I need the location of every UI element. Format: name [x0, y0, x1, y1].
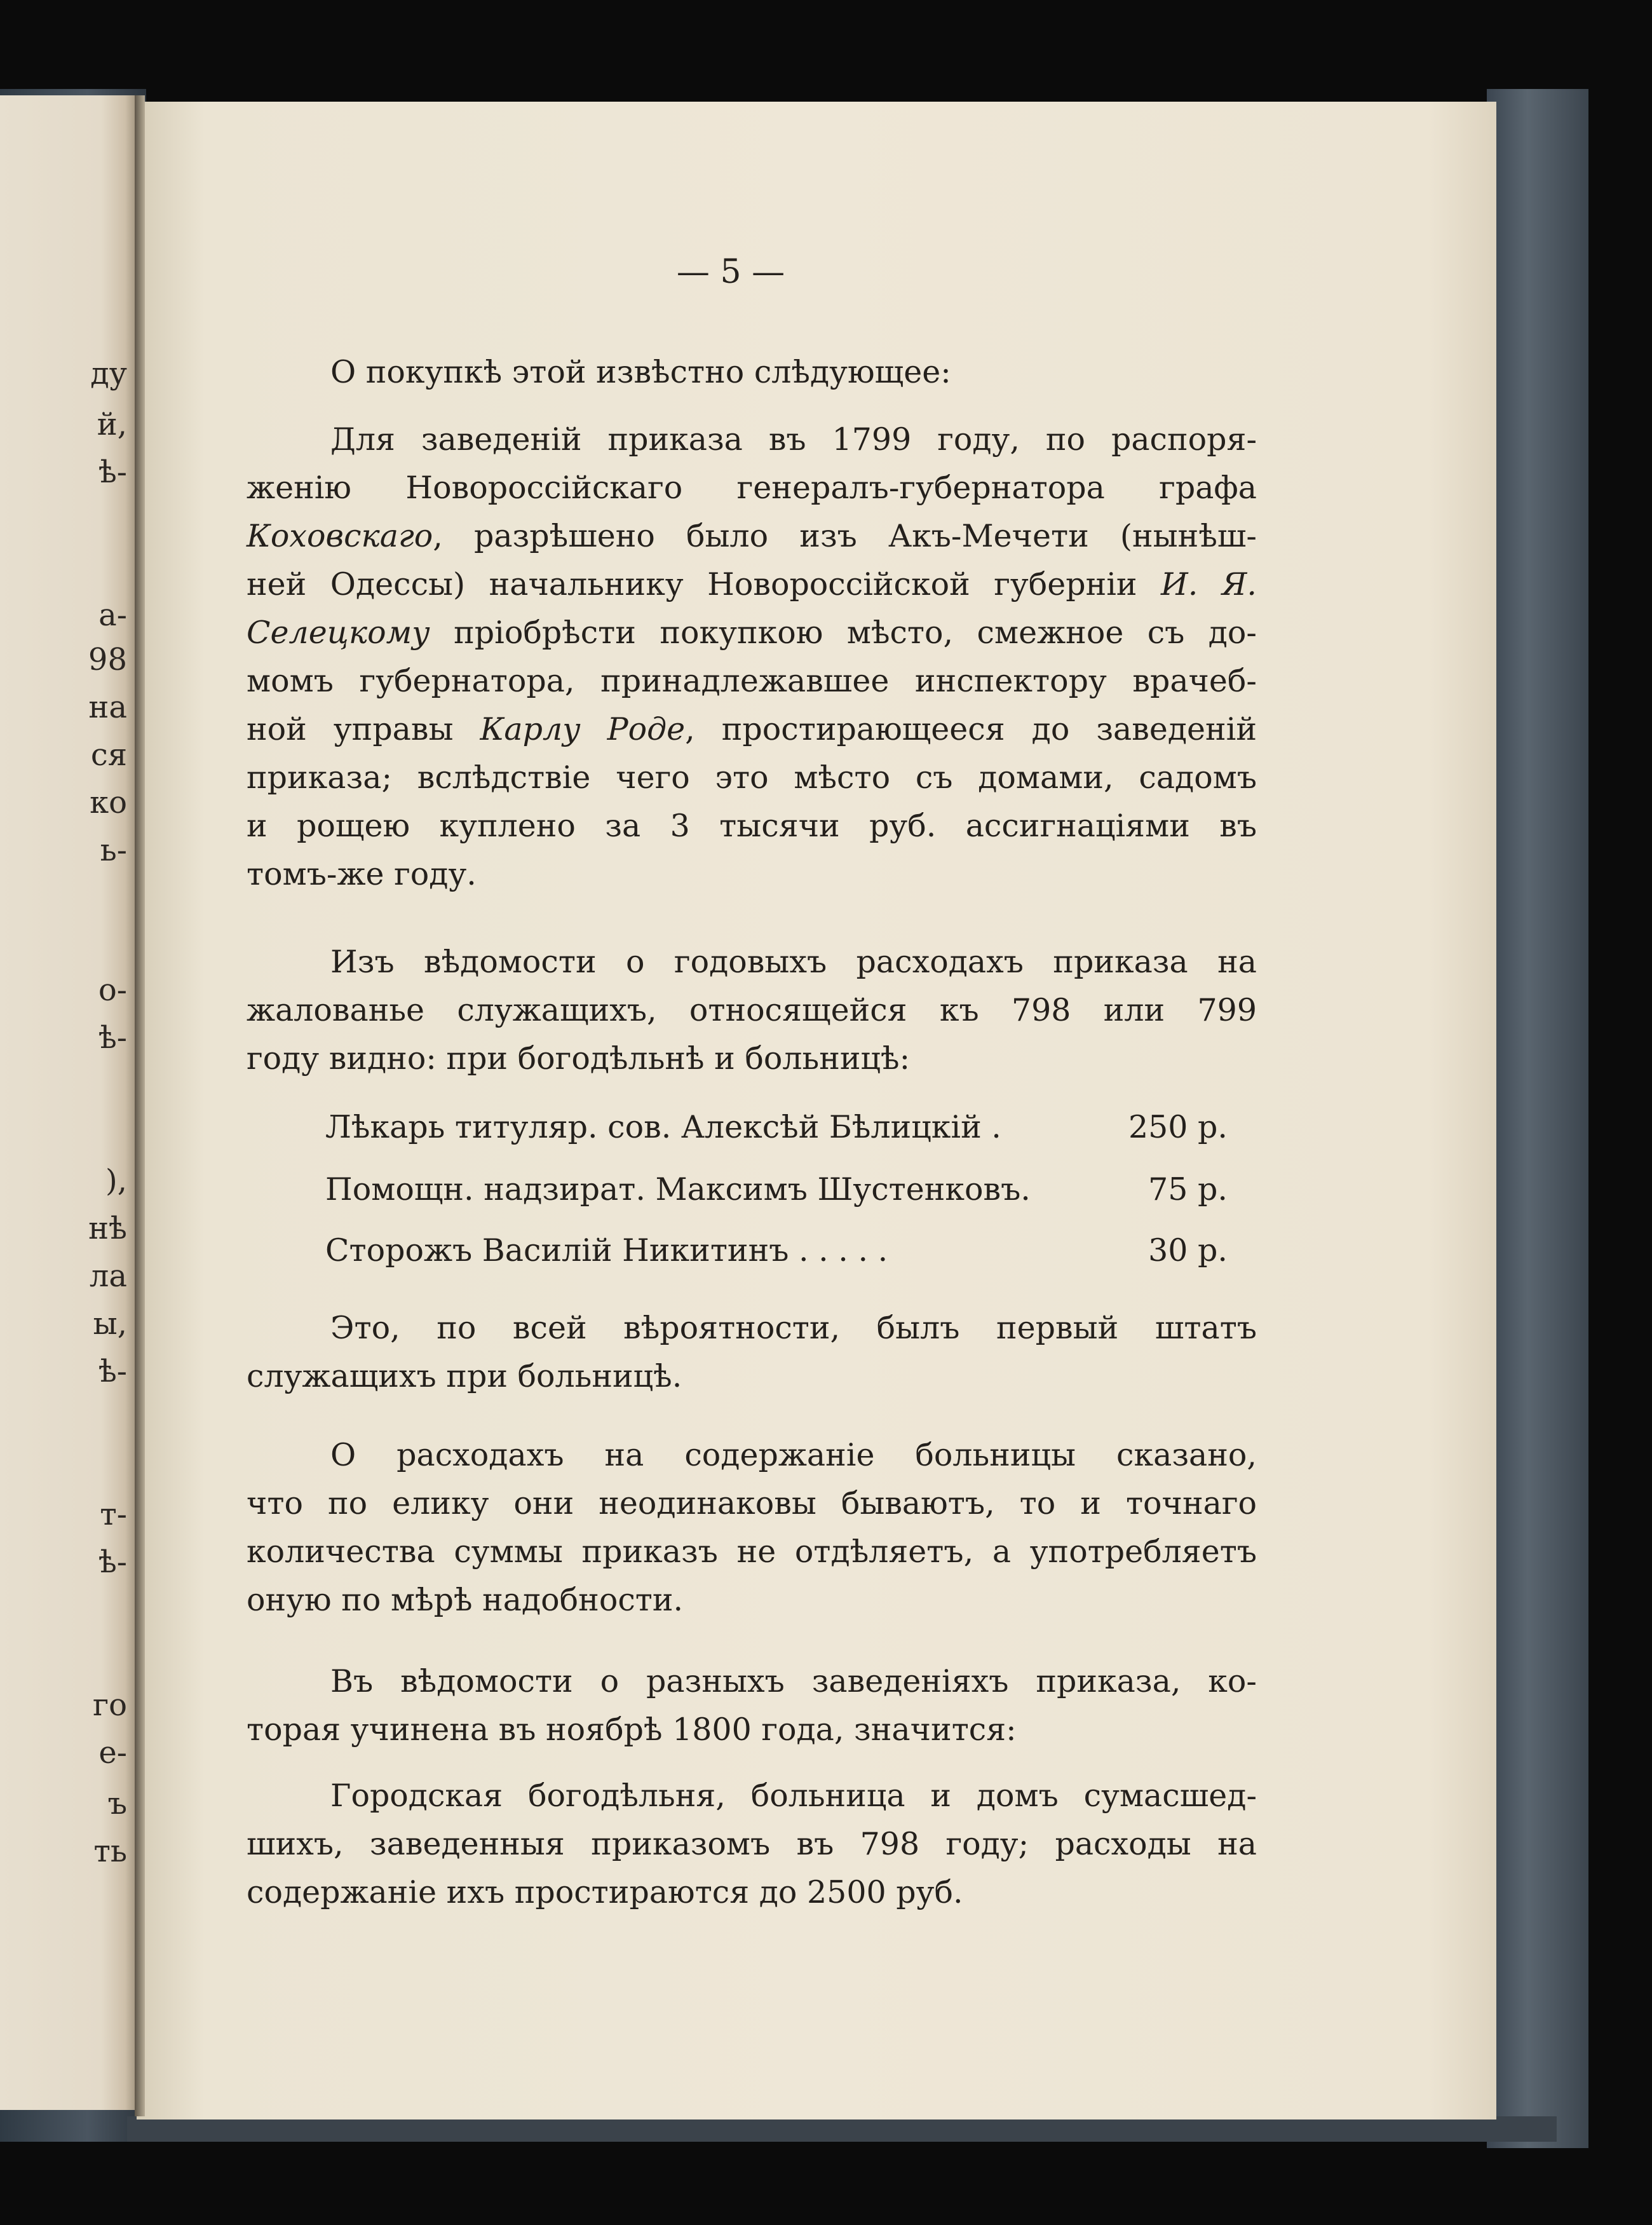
left-page-fragment: ть: [93, 1834, 127, 1869]
book-cover-bottom: [127, 2116, 1557, 2142]
staff-row: [325, 1166, 1228, 1214]
text-line: Для заведеній приказа въ 1799 году, по распоря-: [330, 421, 1257, 458]
text-line: Коховскаго, разрѣшено было изъ Акъ-Мечети (нынѣш-: [247, 518, 1257, 554]
text-line: Въ вѣдомости о разныхъ заведеніяхъ приказа, ко-: [330, 1663, 1257, 1699]
staff-name: Сторожъ Василій Никитинъ . . . . .: [325, 1232, 888, 1269]
text-line: Городская богодѣльня, больница и домъ сумасшед-: [330, 1778, 1257, 1814]
text-line: содержаніе ихъ простираются до 2500 руб.: [247, 1874, 963, 1910]
left-page-fragment: го: [92, 1687, 127, 1723]
text-line: приказа; вслѣдствіе чего это мѣсто съ домами, садомъ: [247, 759, 1257, 796]
left-page-fragment: на: [88, 690, 127, 725]
paragraph-expenses: [247, 1431, 1257, 1624]
text-line: Это, по всей вѣроятности, былъ первый штатъ: [330, 1310, 1257, 1346]
left-page-fragment: а-: [98, 597, 127, 633]
text-line: оную по мѣрѣ надобности.: [247, 1582, 684, 1618]
paragraph-institutions: [247, 1772, 1257, 1917]
staff-row: [325, 1103, 1228, 1152]
staff-amount: 250 р.: [1128, 1109, 1228, 1145]
left-page-fragment: ду: [90, 356, 127, 391]
text-line: шихъ, заведенныя приказомъ въ 798 году; расходы на: [247, 1826, 1257, 1862]
left-page-fragment: ъ: [107, 1786, 127, 1821]
text-line: жалованье служащихъ, относящейся къ 798 или 799: [247, 992, 1257, 1028]
paragraph-register: [247, 1657, 1257, 1754]
left-page-fragment: ко: [90, 785, 127, 820]
left-page-fragment: о-: [98, 972, 127, 1008]
staff-row: [325, 1227, 1228, 1275]
text-line: торая учинена въ ноябрѣ 1800 года, значится:: [247, 1711, 1017, 1748]
staff-name: Помощн. надзират. Максимъ Шустенковъ.: [325, 1171, 1031, 1208]
text-line: О расходахъ на содержаніе больницы сказано,: [330, 1437, 1257, 1473]
left-page-fragment: ѣ-: [98, 1544, 127, 1580]
staff-name: Лѣкарь титуляр. сов. Алексѣй Бѣлицкій .: [325, 1109, 1001, 1145]
text-line: служащихъ при больницѣ.: [247, 1358, 682, 1394]
text-line: женію Новороссійскаго генералъ-губернатора графа: [247, 470, 1257, 506]
paragraph-intro: [247, 348, 1257, 397]
text-line: О покупкѣ этой извѣстно слѣдующее:: [330, 354, 951, 390]
left-page-fragment: ),: [105, 1163, 127, 1199]
left-page-fragment: е-: [98, 1735, 127, 1771]
staff-amount: 75 р.: [1148, 1171, 1228, 1208]
paragraph-salaries: [247, 938, 1257, 1083]
text-line: томъ-же году.: [247, 856, 477, 892]
left-page-fragment: ѣ-: [98, 454, 127, 490]
left-page-fragment: ѣ-: [98, 1354, 127, 1389]
staff-amount: 30 р.: [1148, 1232, 1228, 1269]
left-page-fragment: ь-: [100, 833, 127, 868]
left-page-fragment: ла: [89, 1258, 127, 1294]
page-number: — 5 —: [676, 253, 785, 291]
left-page-fragment: ы,: [93, 1306, 127, 1342]
left-page-fragment: й,: [97, 407, 127, 442]
text-line: Селецкому пріобрѣсти покупкою мѣсто, смежное съ до-: [247, 615, 1257, 651]
left-page-fragment: ѣ-: [98, 1020, 127, 1056]
paragraph-first-staff: [247, 1304, 1257, 1401]
paragraph-purchase: [247, 416, 1257, 899]
text-line: ней Одессы) начальнику Новороссійской губерніи И. Я.: [247, 566, 1257, 602]
left-page: [0, 95, 135, 2110]
text-line: момъ губернатора, принадлежавшее инспектору врачеб-: [247, 663, 1257, 699]
text-line: году видно: при богодѣльнѣ и больницѣ:: [247, 1040, 911, 1077]
text-line: Изъ вѣдомости о годовыхъ расходахъ приказа на: [330, 944, 1257, 980]
text-line: ной управы Карлу Роде, простирающееся до заведеній: [247, 711, 1257, 747]
text-line: и рощею куплено за 3 тысячи руб. ассигнаціями въ: [247, 808, 1257, 844]
text-line: что по елику они неодинаковы бываютъ, то и точнаго: [247, 1485, 1257, 1521]
spine-shadow: [135, 95, 145, 2116]
text-line: количества суммы приказъ не отдѣляетъ, а употребляетъ: [247, 1534, 1257, 1570]
book-cover-right: [1487, 89, 1588, 2148]
left-page-fragment: 98: [88, 642, 127, 677]
left-page-fragment: нѣ: [88, 1211, 127, 1246]
left-page-fragment: ся: [90, 737, 127, 773]
left-page-fragment: т-: [100, 1497, 127, 1532]
